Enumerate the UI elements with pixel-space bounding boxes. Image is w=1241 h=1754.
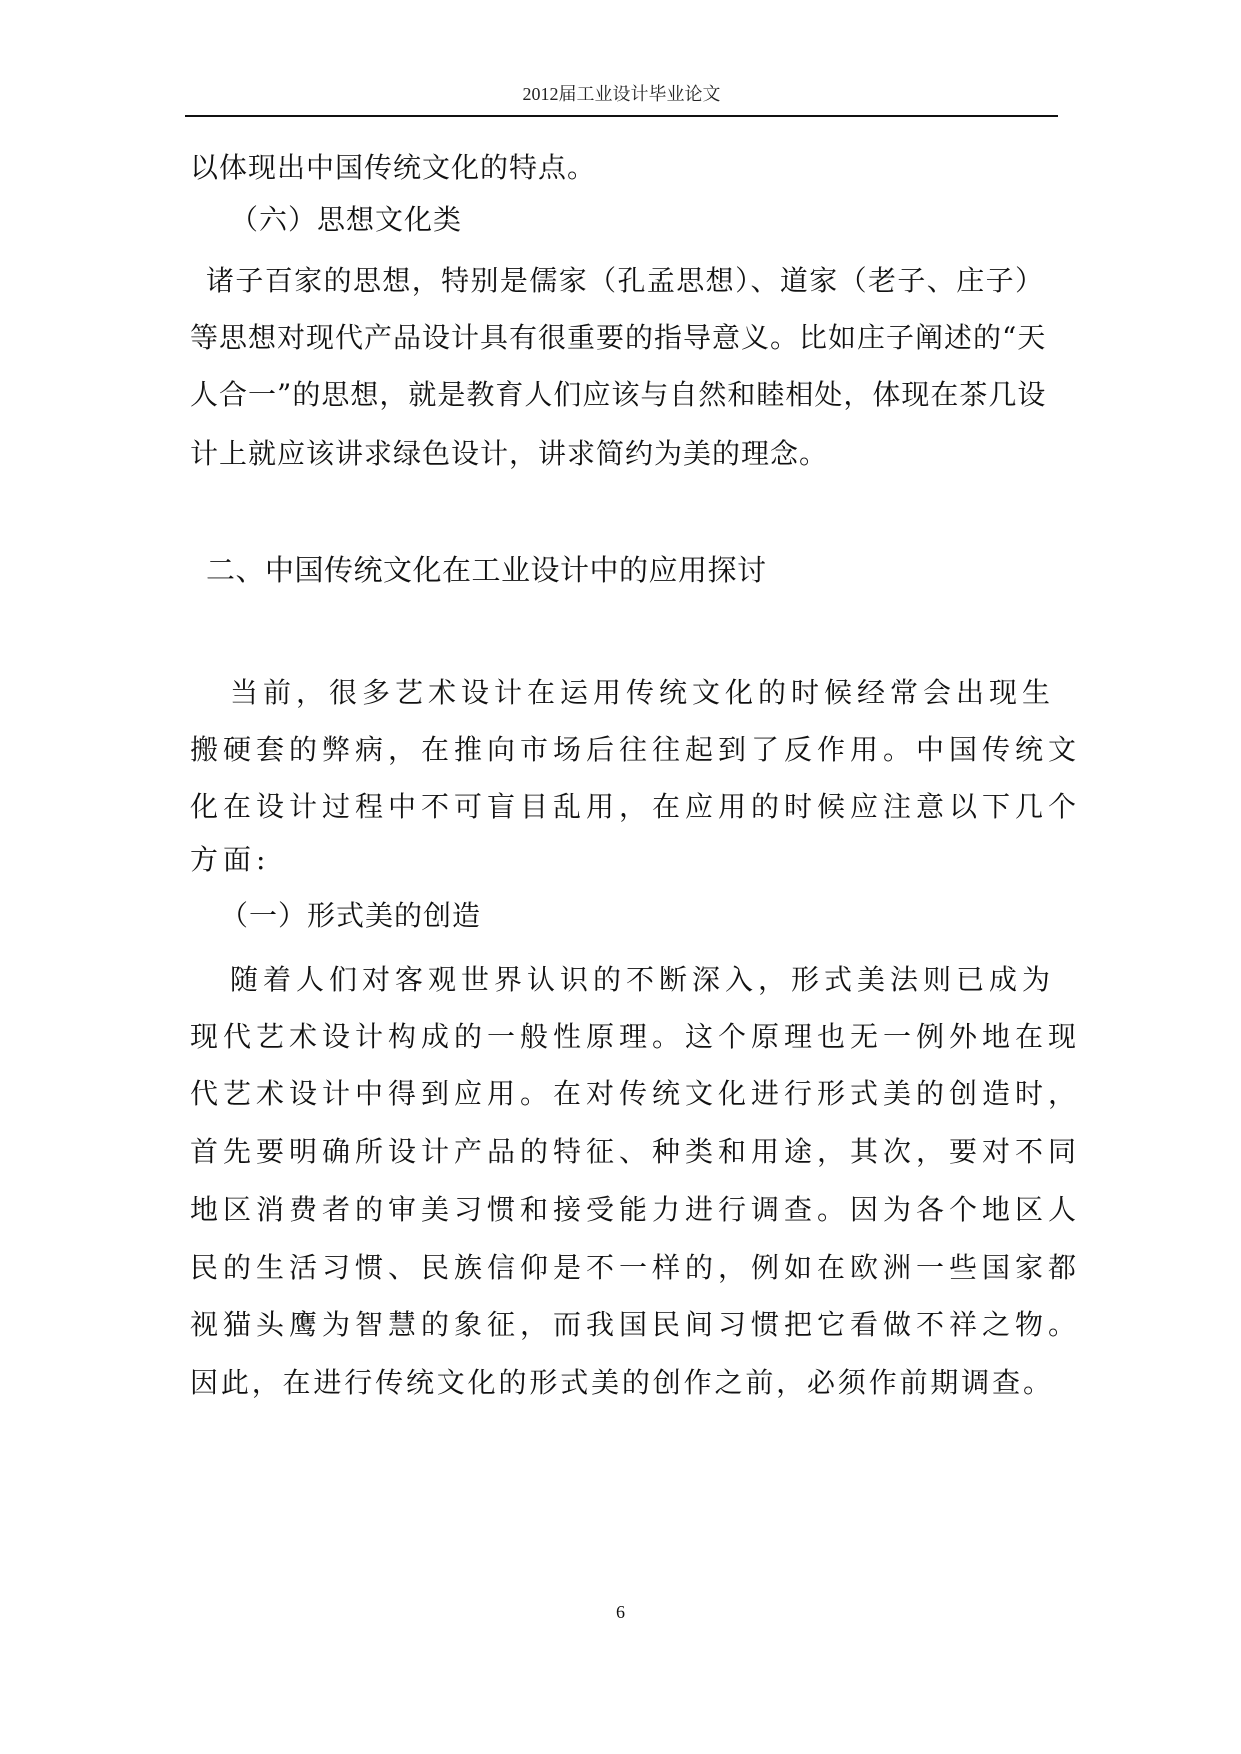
body-line: 因此，在进行传统文化的形式美的创作之前，必须作前期调查。 xyxy=(190,1366,1052,1399)
body-line: 首先要明确所设计产品的特征、种类和用途，其次，要对不同 xyxy=(190,1135,1082,1168)
body-line: 视猫头鹰为智慧的象征，而我国民间习惯把它看做不祥之物。 xyxy=(190,1308,1082,1341)
body-line: 方面: xyxy=(190,843,271,876)
body-line: 现代艺术设计构成的一般性原理。这个原理也无一例外地在现 xyxy=(190,1020,1082,1053)
body-line: 以体现出中国传统文化的特点。 xyxy=(190,151,597,184)
header-title: 2012届工业设计毕业论文 xyxy=(522,84,721,104)
body-line: 随着人们对客观世界认识的不断深入，形式美法则已成为 xyxy=(230,963,1056,996)
body-line: 地区消费者的审美习惯和接受能力进行调查。因为各个地区人 xyxy=(190,1193,1082,1226)
body-line: 当前，很多艺术设计在运用传统文化的时候经常会出现生 xyxy=(230,676,1056,709)
body-line: 化在设计过程中不可盲目乱用，在应用的时候应注意以下几个 xyxy=(190,790,1082,823)
page-number: 6 xyxy=(616,1602,625,1622)
body-line: 代艺术设计中得到应用。在对传统文化进行形式美的创造时， xyxy=(190,1077,1082,1110)
body-line: 等思想对现代产品设计具有很重要的指导意义。比如庄子阐述的“天 xyxy=(190,321,1047,354)
body-line: 民的生活习惯、民族信仰是不一样的，例如在欧洲一些国家都 xyxy=(190,1251,1082,1284)
body-line: 计上就应该讲求绿色设计，讲求简约为美的理念。 xyxy=(190,437,829,470)
body-line: 人合一”的思想，就是教育人们应该与自然和睦相处，体现在茶几设 xyxy=(190,378,1047,411)
body-line: 搬硬套的弊病，在推向市场后往往起到了反作用。中国传统文 xyxy=(190,733,1082,766)
header-divider xyxy=(185,115,1058,117)
section-heading: 二、中国传统文化在工业设计中的应用探讨 xyxy=(206,553,767,587)
subsection-heading: （一）形式美的创造 xyxy=(220,899,482,932)
body-line: 诸子百家的思想，特别是儒家（孔孟思想）、道家（老子、庄子） xyxy=(206,264,1044,297)
subsection-heading: （六）思想文化类 xyxy=(230,203,463,236)
